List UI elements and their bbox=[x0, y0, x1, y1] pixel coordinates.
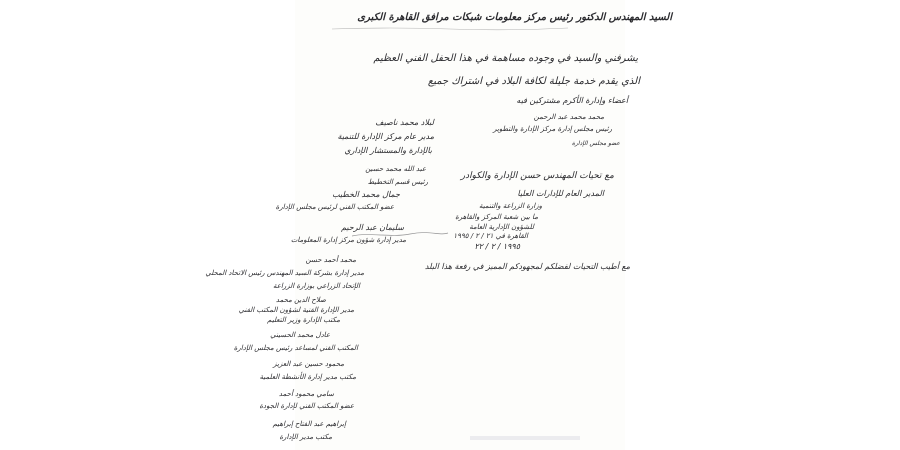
signature-bottom-name: محمد أحمد حسن bbox=[305, 256, 356, 264]
header-underline-stroke bbox=[330, 26, 570, 32]
signature-bottom-title: الإتحاد الزراعي بوزارة الزراعة bbox=[272, 282, 360, 290]
letter-date: ١٩٩٥ / ٢ / ٢٢ bbox=[474, 242, 520, 251]
signature-stroke bbox=[350, 232, 450, 238]
letter-date: القاهرة في ٢١ / ٢ / ١٩٩٥ bbox=[453, 232, 528, 240]
signature-bottom-name: إبراهيم عبد الفتاح إبراهيم bbox=[272, 420, 346, 428]
signature-left-title: مدير عام مركز الإدارة للتنمية bbox=[337, 132, 434, 141]
signature-left-name: عبد الله محمد حسين bbox=[365, 165, 426, 173]
signature-left-title: عضو المكتب الفني لرئيس مجلس الإدارة bbox=[275, 203, 394, 211]
signature-left-name: جمال محمد الخطيب bbox=[332, 190, 400, 199]
signature-bottom-name: محمود حسين عبد العزيز bbox=[273, 360, 344, 368]
signature-left-name: لبلاد محمد ناصيف bbox=[375, 118, 434, 127]
signature-bottom-title: عضو المكتب الفني لإدارة الجودة bbox=[259, 402, 354, 410]
signature-bottom-title: مكتب مدير الإدارة bbox=[279, 433, 332, 441]
signature-bottom-name: سامي محمود أحمد bbox=[278, 390, 334, 398]
greeting-line-2: الذي يقدم خدمة جليلة لكافة البلاد في اشتراك جميع bbox=[427, 76, 640, 87]
scan-artifact bbox=[470, 436, 580, 440]
signature-right-note: المدير العام للإدارات العليا bbox=[517, 189, 604, 198]
greeting-line-3: أعضاء وإدارة الأكرم مشتركين فيه bbox=[516, 96, 628, 105]
signature-right-title: وزارة الزراعة والتنمية bbox=[479, 202, 542, 210]
signature-bottom-title: مدير إدارة بشركة السيد المهندس رئيس الاتحاد المحلي bbox=[205, 269, 364, 277]
signature-bottom-name: عادل محمد الحسيني bbox=[270, 331, 330, 339]
signature-right-note: مع تحيات المهندس حسن الإدارة والكوادر bbox=[460, 171, 614, 181]
greeting-line-1: يشرفني والسيد في وجوده مساهمة في هذا الحفل الفني العظيم bbox=[373, 53, 638, 64]
signature-left-title: رئيس قسم التخطيط bbox=[367, 178, 428, 186]
signature-right-title: للشؤون الإدارية العامة bbox=[469, 223, 534, 231]
signature-right-title: رئيس مجلس إدارة مركز الإدارة والتطوير bbox=[493, 125, 612, 133]
signature-bottom-title: مكتب الإدارة وزير التعليم bbox=[267, 316, 340, 324]
signature-left-name: سليمان عبد الرحيم bbox=[341, 223, 404, 232]
signature-bottom-title: المكتب الفني لمساعد رئيس مجلس الإدارة bbox=[233, 344, 358, 352]
signature-bottom-title: مكتب مدير إدارة الأنشطة العلمية bbox=[259, 373, 356, 381]
signature-bottom-name: صلاح الدين محمد bbox=[275, 296, 326, 304]
signature-left-title: مدير إدارة شؤون مركز إدارة المعلومات bbox=[290, 236, 406, 244]
signature-right-name: محمد محمد عبد الرحمن bbox=[533, 113, 604, 121]
signature-right-title: ما بين شعبة المركز والقاهرة bbox=[455, 213, 538, 221]
signature-right-title: عضو مجلس الإدارة bbox=[571, 140, 620, 147]
letter-header: السيد المهندس الدكتور رئيس مركز معلومات شبكات مرافق القاهرة الكبرى bbox=[357, 12, 672, 23]
signature-bottom-title: مدير الإدارة الفنية لشؤون المكتب الفني bbox=[238, 306, 354, 314]
closing-line: مع أطيب التحيات لفضلكم لمجهودكم المميز في رفعة هذا البلد bbox=[424, 262, 630, 271]
signature-left-title: بالإدارة والمستشار الإداري bbox=[344, 146, 432, 155]
